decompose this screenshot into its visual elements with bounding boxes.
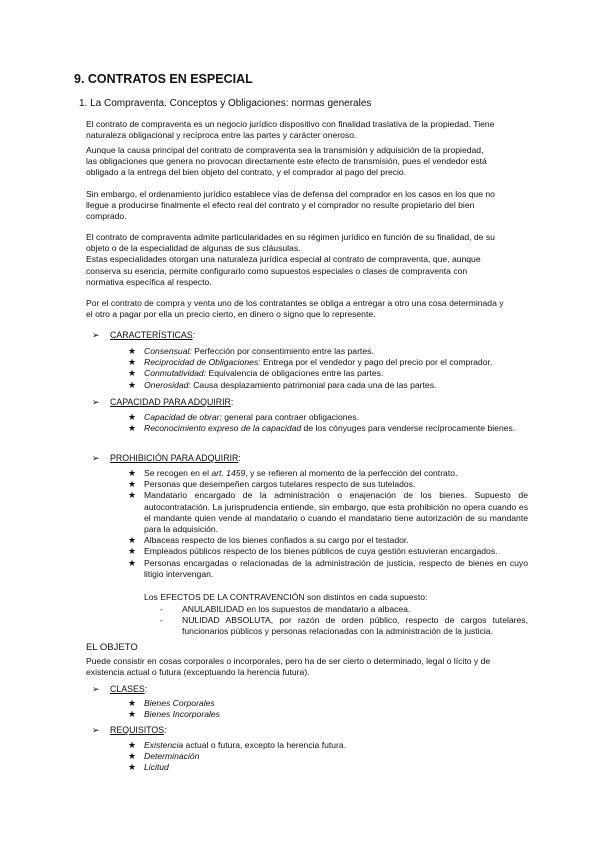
paragraph-particularidades: El contrato de compraventa admite particularidades en su régimen jurídico en función de su finalidad, de su objeto o de la especialidad de algunas de sus cláusulas. Estas especialidades otorgan una naturaleza jurídica especial al contrato de compraventa, que, aunque conserva su esencia, permite configurarlo como supuestos especiales o clases de compraventa con normativa específica al respecto. [86,232,495,287]
arrow-bullet-icon: ➢ [92,725,100,735]
star-bullet-icon: ★ [128,557,137,568]
list-item: ★ Bienes Corporales [128,698,215,708]
list-item: ★ Mandatario encargado de la administración o enajenación de los bienes. Supuesto de autocontratación. La jurisprudencia entiende, sin embargo, que esta prohibición no opera cuando es el mandante quien vende al mandatario o cuando el mandatario tiene autorización de su mandante para la adquisición. [128,490,528,535]
dash-bullet: - [160,604,163,614]
requisitos-heading: ➢ REQUISITOS: [92,725,167,735]
star-bullet-icon: ★ [128,751,137,762]
paragraph-defensa: Sin embargo, el ordenamiento jurídico establece vías de defensa del comprador en los casos en los que no llegue a producirse finalmente el efecto real del contrato y el comprador no resulte propietario del bien comprado. [86,189,495,222]
star-bullet-icon: ★ [128,346,137,356]
efectos-list [160,604,528,638]
paragraph-causa: Aunque la causa principal del contrato de compraventa sea la transmisión y adquisición de la propiedad, las obligaciones que genera no provocan directamente este efecto de transmisión, pues el vendedor está obligado a la entrega del bien objeto del contrato, y el comprador al pago del precio. [86,145,487,178]
arrow-bullet-icon: ➢ [92,453,100,463]
star-bullet-icon: ★ [128,762,137,773]
arrow-bullet-icon: ➢ [92,330,100,340]
star-bullet-icon: ★ [128,546,137,557]
clases-heading: ➢ CLASES: [92,684,148,694]
prohibicion-list [128,468,528,580]
list-item: ★ Empleados públicos respecto de los bienes públicos de cuya gestión estuvieran encargados. [128,546,498,557]
list-item: ★ Determinación [128,751,200,762]
page-title: 9. CONTRATOS EN ESPECIAL [74,72,253,86]
list-item: ★ Capacidad de obrar: general para contraer obligaciones. [128,412,359,422]
list-item: - NULIDAD ABSOLUTA, por razón de orden público, respecto de cargos tutelares, funcionarios públicos y personas relacionadas con la administración de la justicia. [160,615,528,637]
list-item: ★ Onerosidad: Causa desplazamiento patrimonial para cada una de las partes. [128,379,437,390]
list-item: ★ Reciprocidad de Obligaciones: Entrega por el vendedor y pago del precio por el comprador. [128,357,493,368]
prohibicion-heading: ➢ PROHIBICIÓN PARA ADQUIRIR: [92,453,241,463]
star-bullet-icon: ★ [128,357,137,368]
clases-list [128,698,528,720]
star-bullet-icon: ★ [128,423,137,434]
list-item: ★ Personas encargadas o relacionadas de la administración de justicia, respecto de bienes en cuyo litigio intervengan. [128,557,528,579]
star-bullet-icon: ★ [128,368,137,379]
section-heading: 1. La Compraventa. Conceptos y Obligaciones: normas generales [79,98,372,109]
objeto-heading: EL OBJETO [86,642,138,653]
star-bullet-icon: ★ [128,379,137,390]
caracteristicas-heading: ➢ CARACTERÍSTICAS: [92,330,196,340]
caracteristicas-list [128,346,528,391]
efectos-intro: Los EFECTOS DE LA CONTRAVENCIÓN son distintos en cada supuesto: [144,592,428,602]
star-bullet-icon: ★ [128,490,137,501]
star-bullet-icon: ★ [128,468,137,478]
list-item: ★ Bienes Incorporales [128,709,220,720]
paragraph-definition: El contrato de compraventa es un negocio jurídico dispositivo con finalidad traslativa de la propiedad. Tiene naturaleza obligacional y recíproca entre las partes y carácter oneroso. [86,119,495,141]
star-bullet-icon: ★ [128,740,137,750]
list-item: - ANULABILIDAD en los supuestos de mandatario a albacea. [160,604,411,614]
capacidad-heading: ➢ CAPACIDAD PARA ADQUIRIR: [92,397,234,407]
objeto-paragraph: Puede consistir en cosas corporales o incorporales, pero ha de ser cierto o determinado, legal o lícito y de existencia actual o futura (exceptuando la herencia futura). [86,656,491,678]
star-bullet-icon: ★ [128,412,137,422]
requisitos-list [128,740,528,774]
list-item: ★ Consensual: Perfección por consentimiento entre las partes. [128,346,374,356]
paragraph-concepto: Por el contrato de compra y venta uno de los contratantes se obliga a entregar a otro una cosa determinada y el otro a pagar por ella un precio cierto, en dinero o signo que lo represente. [86,298,504,320]
star-bullet-icon: ★ [128,709,137,720]
list-item: ★ Conmutatividad: Equivalencia de obligaciones entre las partes. [128,368,384,379]
list-item: ★ Albaceas respecto de los bienes confiados a su cargo por el testador. [128,535,409,546]
dash-bullet: - [160,615,163,626]
arrow-bullet-icon: ➢ [92,684,100,694]
list-item: ★ Existencia actual o futura, excepto la herencia futura. [128,740,347,750]
list-item: ★ Licitud [128,762,169,773]
capacidad-list [128,412,528,434]
star-bullet-icon: ★ [128,535,137,546]
list-item: ★ Personas que desempeñen cargos tutelares respecto de sus tutelados. [128,479,416,490]
arrow-bullet-icon: ➢ [92,397,100,407]
list-item: ★ Reconocimiento expreso de la capacidad de los cónyuges para venderse recíprocamente bienes. [128,423,516,434]
star-bullet-icon: ★ [128,698,137,708]
list-item: ★ Se recogen en el art. 1459, y se refieren al momento de la perfección del contrato. [128,468,458,478]
star-bullet-icon: ★ [128,479,137,490]
